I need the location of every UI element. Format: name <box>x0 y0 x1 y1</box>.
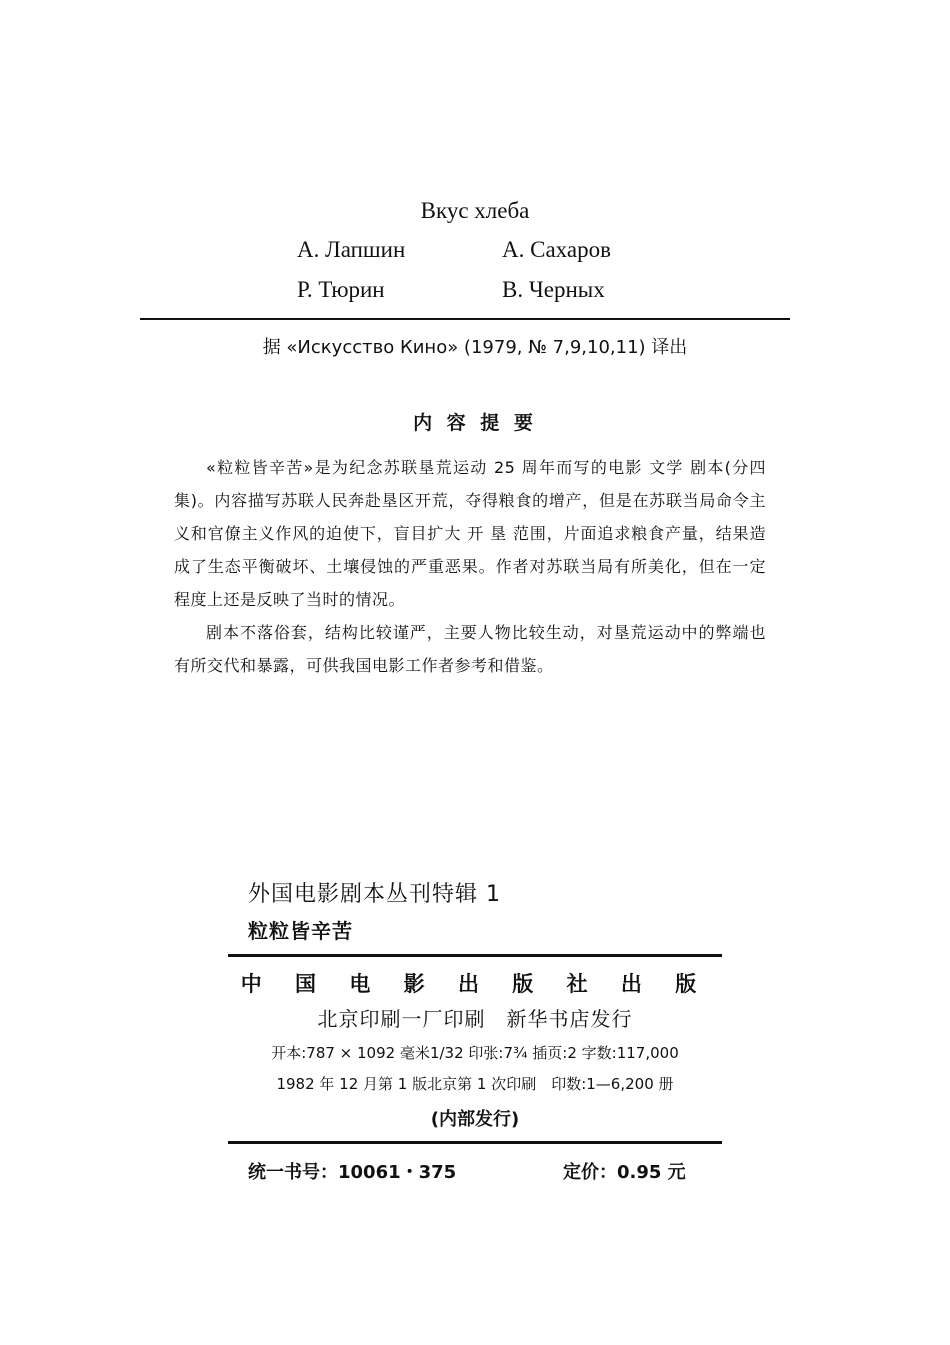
colophon-top-rule <box>228 954 722 957</box>
printer-distributor: 北京印刷一厂印刷 新华书店发行 <box>317 1007 633 1031</box>
book-number: 统一书号：10061・375 <box>248 1162 457 1183</box>
format-line: 开本:787 × 1092 毫米1/32 印张:7¾ 插页:2 字数:117,000 <box>271 1044 679 1062</box>
colophon-bottom-rule <box>228 1141 722 1144</box>
distribution-note: (内部发行) <box>430 1109 520 1130</box>
series-title: 外国电影剧本丛刊特辑 1 <box>248 882 501 907</box>
top-divider <box>140 318 790 320</box>
price: 定价：0.95 元 <box>563 1162 686 1183</box>
author-2: А. Сахаров <box>502 237 611 262</box>
summary-body <box>174 451 766 682</box>
author-3: Р. Тюрин <box>297 277 385 302</box>
summary-heading: 内 容 提 要 <box>413 412 537 434</box>
summary-paragraph-2: 剧本不落俗套，结构比较谨严，主要人物比较生动，对垦荒运动中的弊端也有所交代和暴露，可供我国电影工作者参考和借鉴。 <box>174 623 766 675</box>
source-line: 据 «Искусство Кино» (1979, № 7,9,10,11) 译出 <box>262 337 688 358</box>
author-4: В. Черных <box>502 277 605 302</box>
summary-paragraph-1: «粒粒皆辛苦»是为纪念苏联垦荒运动 25 周年而写的电影 文学 剧本(分四集)。内容描写苏联人民奔赴垦区开荒，夺得粮食的增产，但是在苏联当局命令主义和官僚主义作风的迫使下，盲目扩大 开 垦 范围，片面追求粮食产量，结果造成了生态平衡破坏、土壤侵蚀的严重恶果。作者对苏联当局有所美化，但在一定程度上还是反映了当时的情况。 <box>174 458 766 609</box>
book-title: 粒粒皆辛苦 <box>248 919 353 943</box>
original-title: Вкус хлеба <box>420 198 530 223</box>
edition-line: 1982 年 12 月第 1 版北京第 1 次印刷 印数:1—6,200 册 <box>276 1075 674 1093</box>
publisher: 中 国 电 影 出 版 社 出 版 <box>240 972 710 996</box>
author-1: А. Лапшин <box>297 237 406 262</box>
